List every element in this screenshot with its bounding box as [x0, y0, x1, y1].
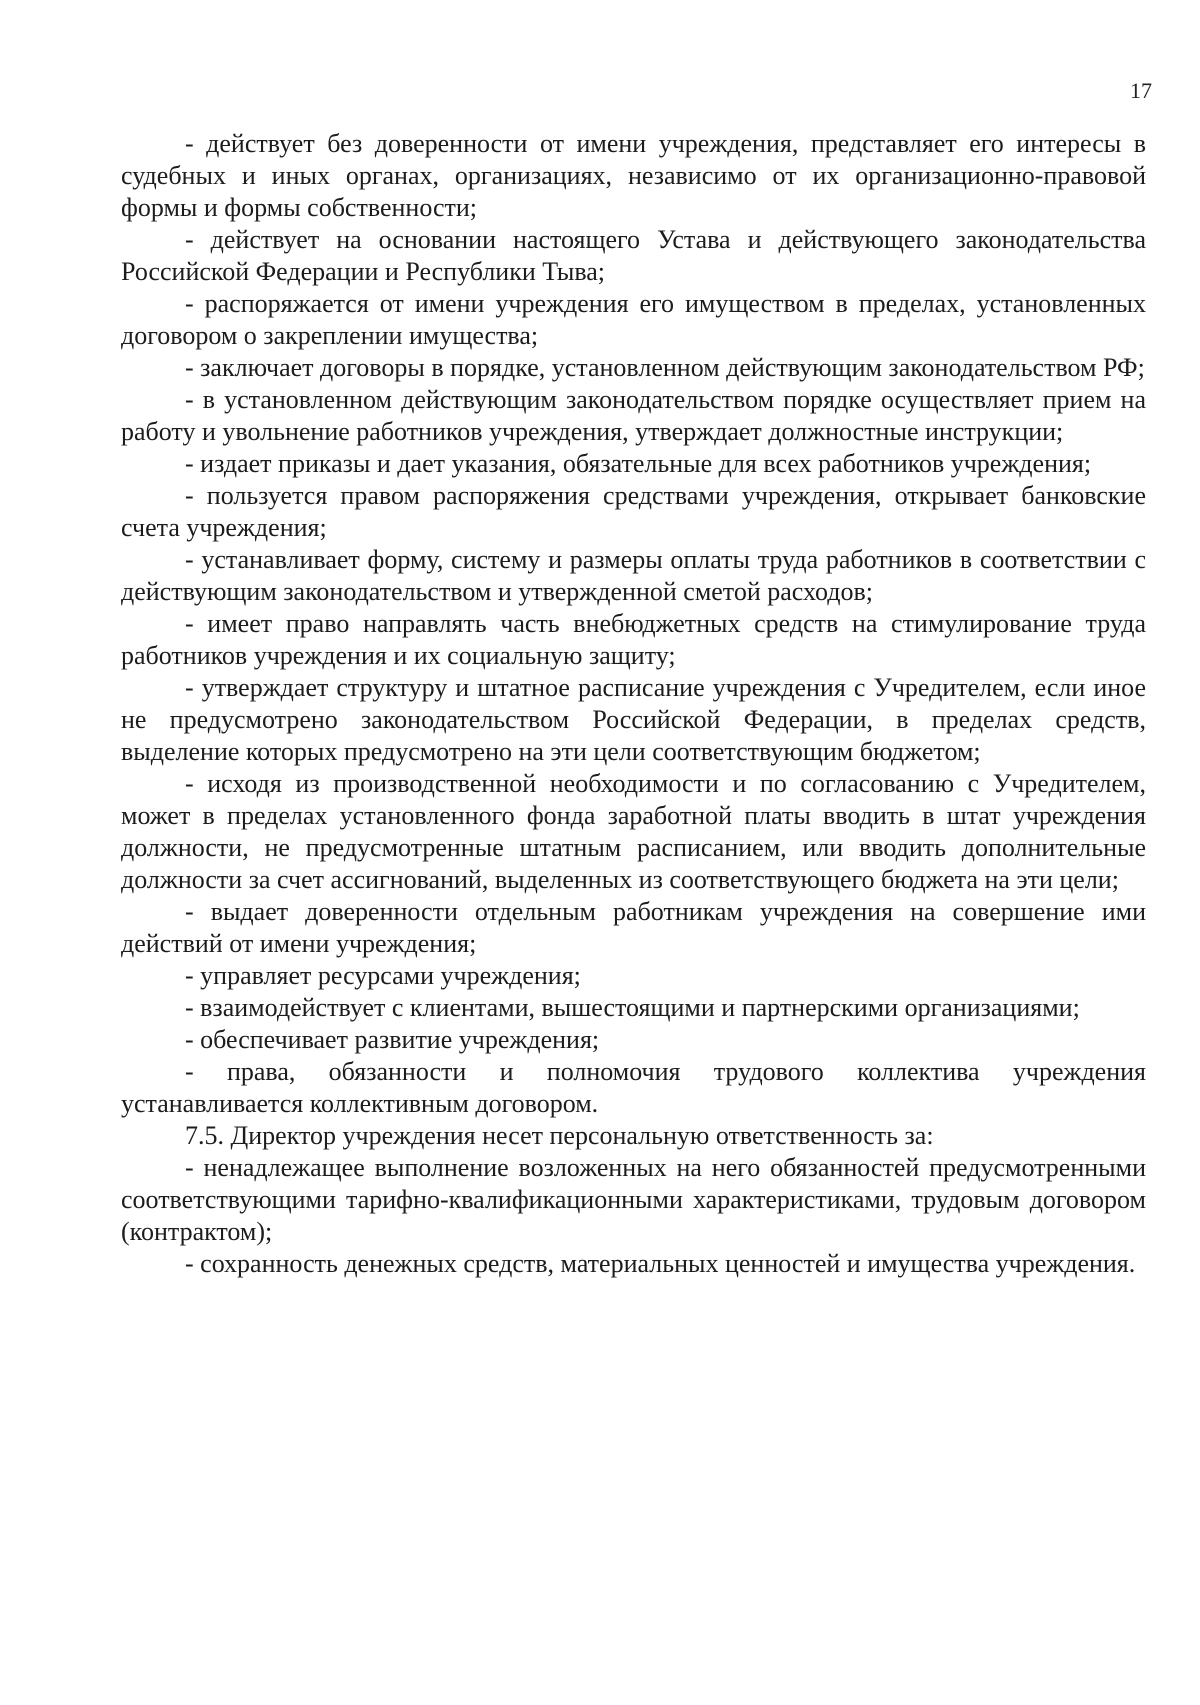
paragraph: - действует без доверенности от имени учреждения, представляет его интересы в судебных и иных органах, организациях, независимо от их организационно-правовой формы и формы собственности;: [121, 129, 1146, 222]
paragraph: - исходя из производственной необходимости и по согласованию с Учредителем, может в пределах установленного фонда заработной платы вводить в штат учреждения должности, не предусмотренные штатным расписанием, или вводить дополнительные должности за счет ассигнований, выделенных из соответствующего бюджета на эти цели;: [121, 769, 1146, 894]
paragraph: - управляет ресурсами учреждения;: [185, 961, 581, 990]
paragraph: - имеет право направлять часть внебюджетных средств на стимулирование труда работников учреждения и их социальную защиту;: [121, 609, 1146, 670]
section-heading-7-5: 7.5. Директор учреждения несет персональную ответственность за:: [185, 1121, 934, 1150]
paragraph: - обеспечивает развитие учреждения;: [185, 1025, 600, 1054]
paragraph: - сохранность денежных средств, материальных ценностей и имущества учреждения.: [185, 1249, 1136, 1278]
page-number: 17: [1130, 78, 1152, 103]
paragraph: - выдает доверенности отдельным работникам учреждения на совершение ими действий от имени учреждения;: [121, 897, 1146, 958]
paragraph: - права, обязанности и полномочия трудового коллектива учреждения устанавливается коллективным договором.: [121, 1057, 1146, 1118]
paragraph: - распоряжается от имени учреждения его имуществом в пределах, установленных договором о закреплении имущества;: [121, 289, 1146, 350]
paragraph: - утверждает структуру и штатное расписание учреждения с Учредителем, если иное не предусмотрено законодательством Российской Федерации, в пределах средств, выделение которых предусмотрено на эти цели соответствующим бюджетом;: [121, 673, 1146, 766]
paragraph: - в установленном действующим законодательством порядке осуществляет прием на работу и увольнение работников учреждения, утверждает должностные инструкции;: [121, 385, 1146, 446]
document-body: [121, 128, 1146, 1280]
paragraph: - заключает договоры в порядке, установленном действующим законодательством РФ;: [185, 353, 1145, 382]
paragraph: - издает приказы и дает указания, обязательные для всех работников учреждения;: [185, 449, 1092, 478]
paragraph: - ненадлежащее выполнение возложенных на него обязанностей предусмотренными соответствующими тарифно-квалификационными характеристиками, трудовым договором (контрактом);: [121, 1153, 1146, 1246]
paragraph: - устанавливает форму, систему и размеры оплаты труда работников в соответствии с действующим законодательством и утвержденной сметой расходов;: [121, 545, 1146, 606]
paragraph: - взаимодействует с клиентами, вышестоящими и партнерскими организациями;: [185, 993, 1080, 1022]
paragraph: - действует на основании настоящего Устава и действующего законодательства Российской Федерации и Республики Тыва;: [121, 225, 1146, 286]
paragraph: - пользуется правом распоряжения средствами учреждения, открывает банковские счета учреждения;: [121, 481, 1146, 542]
